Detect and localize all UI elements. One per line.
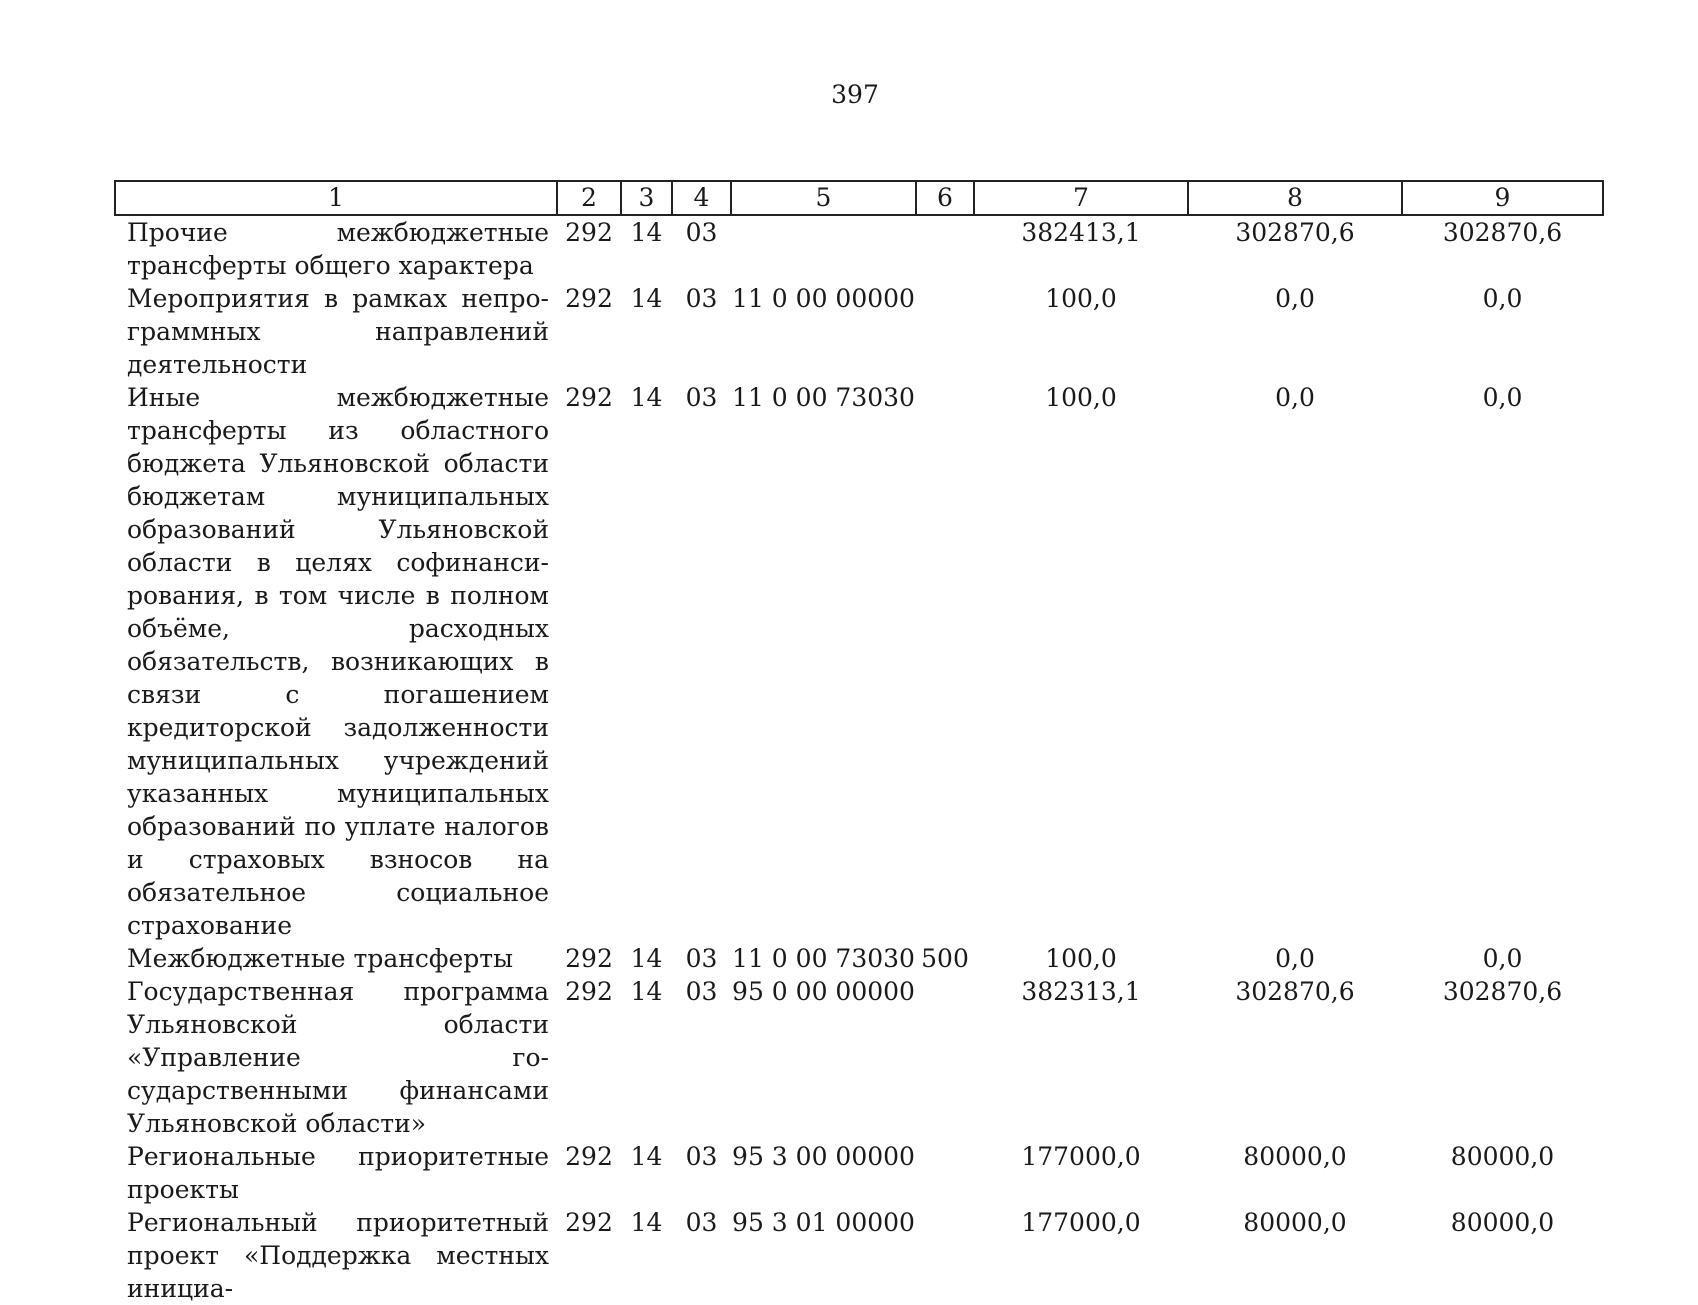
row-code-2: 292: [565, 944, 613, 973]
budget-table: [114, 180, 1604, 1305]
row-code-3: 14: [630, 218, 663, 247]
header-col-4: 4: [672, 181, 731, 215]
row-code-2: 292: [565, 977, 613, 1006]
row-code-6: [916, 1140, 974, 1206]
row-value-9: 302870,6: [1442, 977, 1563, 1006]
header-col-7: 7: [974, 181, 1188, 215]
row-value-9: 0,0: [1482, 383, 1523, 412]
row-code-5: 11 0 00 73030: [732, 383, 915, 412]
row-value-9: 302870,6: [1442, 218, 1563, 247]
row-name: Межбюджетные трансферты: [127, 944, 514, 973]
row-name: Мероприятия в рамках непрограммных направлений деятельности: [127, 284, 549, 379]
row-value-8: 302870,6: [1235, 218, 1355, 247]
row-code-3: 14: [630, 383, 663, 412]
row-code-5: 95 3 00 00000: [732, 1142, 915, 1171]
row-value-7: 382313,1: [1021, 977, 1141, 1006]
row-name: Региональные приоритетные проекты: [127, 1142, 549, 1204]
table-row: [115, 1140, 1603, 1206]
row-code-4: 03: [685, 1142, 718, 1171]
header-col-2: 2: [557, 181, 621, 215]
row-code-5: 95 3 01 00000: [732, 1208, 915, 1237]
row-code-6: [916, 381, 974, 942]
row-name: Государственная программа Ульяновской области «Управление государственными финансами Ульяновской области»: [127, 977, 549, 1138]
row-value-9: 80000,0: [1450, 1208, 1555, 1237]
row-code-5: 11 0 00 00000: [732, 284, 915, 313]
row-code-4: 03: [685, 218, 718, 247]
row-code-6: [916, 975, 974, 1140]
row-value-9: 80000,0: [1450, 1142, 1555, 1171]
row-code-2: 292: [565, 1208, 613, 1237]
row-code-6: [916, 215, 974, 282]
row-name: Прочие межбюджетные трансферты общего характера: [127, 218, 549, 280]
row-value-9: 0,0: [1482, 944, 1523, 973]
row-code-6: [916, 282, 974, 381]
row-code-3: 14: [630, 284, 663, 313]
table-body: [115, 215, 1603, 1305]
row-value-8: 0,0: [1275, 284, 1315, 313]
row-value-7: 382413,1: [1021, 218, 1141, 247]
table-row: [115, 1206, 1603, 1305]
table-row: [115, 282, 1603, 381]
row-code-2: 292: [565, 284, 613, 313]
row-code-4: 03: [685, 284, 718, 313]
header-col-1: 1: [115, 181, 557, 215]
row-value-8: 80000,0: [1243, 1142, 1347, 1171]
row-value-7: 177000,0: [1021, 1208, 1141, 1237]
table-header: [115, 181, 1603, 215]
page-number: 397: [831, 80, 879, 109]
row-code-2: 292: [565, 383, 613, 412]
row-code-4: 03: [685, 977, 718, 1006]
row-code-2: 292: [565, 218, 613, 247]
row-code-4: 03: [685, 944, 718, 973]
row-code-4: 03: [685, 383, 718, 412]
row-name: Региональный приоритетный проект «Поддержка местных инициа-: [127, 1208, 549, 1303]
row-value-9: 0,0: [1482, 284, 1523, 313]
row-code-5: 95 0 00 00000: [732, 977, 915, 1006]
header-row: [115, 181, 1603, 215]
row-value-8: 0,0: [1275, 944, 1315, 973]
row-code-5: 11 0 00 73030: [732, 944, 915, 973]
row-name: Иные межбюджетные трансферты из областного бюджета Ульяновской области бюджетам муниципальных образований Ульяновской области в целях софинансирования, в том числе в полном объёме, расходных обязательств, возникающих в связи с погашением кредиторской задолженности муниципальных учреждений указанных муниципальных образований по уплате налогов и страховых взносов на обязательное социальное страхование: [127, 383, 549, 940]
row-code-3: 14: [630, 977, 663, 1006]
header-col-3: 3: [621, 181, 672, 215]
header-col-6: 6: [916, 181, 974, 215]
row-code-2: 292: [565, 1142, 613, 1171]
table-row: [115, 215, 1603, 282]
row-code-3: 14: [630, 1208, 663, 1237]
table-row: [115, 975, 1603, 1140]
row-code-6: 500: [921, 944, 969, 973]
row-code-6: [916, 1206, 974, 1305]
table-row: [115, 381, 1603, 942]
row-value-7: 100,0: [1045, 944, 1117, 973]
table-row: [115, 942, 1603, 975]
row-value-8: 80000,0: [1243, 1208, 1347, 1237]
row-code-5: [731, 215, 916, 282]
row-code-3: 14: [630, 1142, 663, 1171]
row-value-8: 0,0: [1275, 383, 1315, 412]
row-value-7: 177000,0: [1021, 1142, 1141, 1171]
row-code-4: 03: [685, 1208, 718, 1237]
row-code-3: 14: [630, 944, 663, 973]
row-value-7: 100,0: [1045, 383, 1117, 412]
header-col-5: 5: [731, 181, 916, 215]
row-value-7: 100,0: [1045, 284, 1117, 313]
header-col-8: 8: [1188, 181, 1402, 215]
row-value-8: 302870,6: [1235, 977, 1355, 1006]
header-col-9: 9: [1402, 181, 1603, 215]
